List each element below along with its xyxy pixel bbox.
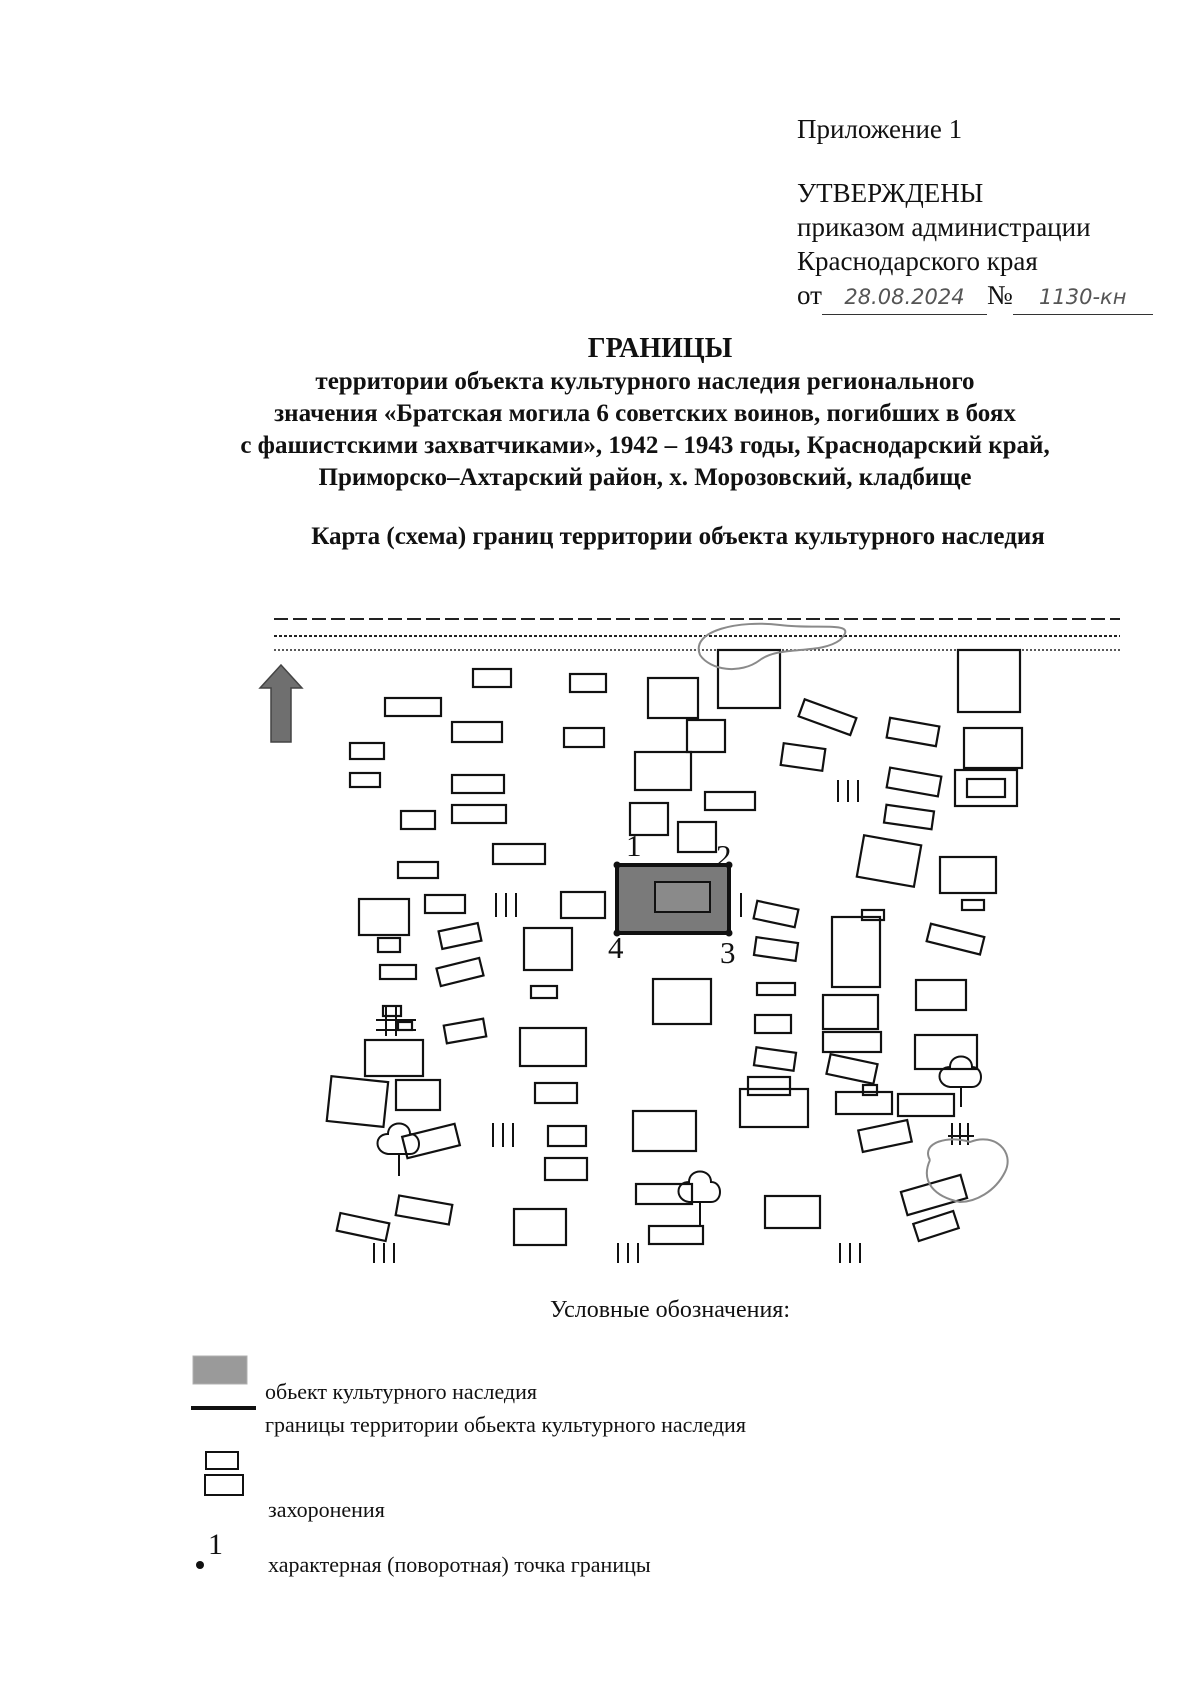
- grave-icon: [887, 768, 942, 797]
- grave-icon: [898, 1094, 954, 1116]
- grave-icon: [916, 980, 966, 1010]
- grave-icon: [564, 728, 604, 747]
- grave-icon: [958, 650, 1020, 712]
- grave-icon: [380, 965, 416, 979]
- title-line: Приморско–Ахтарский район, х. Морозовский, кладбище: [318, 464, 972, 491]
- grave-icon: [436, 958, 483, 986]
- grave-icon: [401, 811, 435, 829]
- legend-label-heritage-object: обьект культурного наследия: [265, 1379, 538, 1404]
- grave-icon: [396, 1080, 440, 1110]
- grave-icon: [754, 937, 798, 961]
- grave-icon: [754, 1047, 796, 1070]
- grave-icon: [350, 743, 384, 759]
- road-lines: [274, 619, 1120, 650]
- grave-icon: [535, 1083, 577, 1103]
- grave-icon: [473, 669, 511, 687]
- number-sign: №: [986, 280, 1013, 310]
- grave-icon: [826, 1054, 877, 1084]
- grave-icon: [425, 895, 465, 913]
- grave-icon: [452, 805, 506, 823]
- tree-icon: [378, 1057, 982, 1227]
- point-label-2: 2: [716, 838, 732, 873]
- mass-grave-monument: [655, 882, 710, 912]
- grave-icon: [396, 1195, 453, 1224]
- grave-icon: [570, 674, 606, 692]
- title-main: ГРАНИЦЫ: [587, 333, 733, 364]
- boundary-point-icon: [196, 1561, 204, 1569]
- legend-point-number: 1: [208, 1528, 223, 1561]
- grave-icon: [887, 718, 940, 746]
- handwritten-annotation: [699, 624, 1008, 1202]
- grave-icon: [755, 1015, 791, 1033]
- grave-icon: [205, 1475, 243, 1495]
- grave-icon: [350, 773, 380, 787]
- grave-icon: [493, 844, 545, 864]
- grave-icon: [561, 892, 605, 918]
- grave-icon: [452, 722, 502, 742]
- approved-label: УТВЕРЖДЕНЫ: [797, 178, 984, 208]
- grave-icon: [398, 862, 438, 878]
- handwritten-date: 28.08.2024: [822, 280, 987, 315]
- grave-icon: [531, 986, 557, 998]
- grave-icon: [781, 743, 826, 771]
- grave-icon: [678, 822, 716, 852]
- appendix-label: Приложение 1: [797, 114, 963, 144]
- grave-icon: [648, 678, 698, 718]
- grave-icon: [635, 752, 691, 790]
- grave-icon: [687, 720, 725, 752]
- grave-icon: [967, 779, 1005, 797]
- legend-label-boundary: границы территории обьекта культурного наследия: [265, 1412, 746, 1437]
- grave-icon: [748, 1077, 790, 1095]
- grave-icon: [444, 1019, 487, 1044]
- grave-icon: [359, 899, 409, 935]
- grave-icon: [705, 792, 755, 810]
- legend-title: Условные обозначения:: [549, 1297, 791, 1323]
- grave-icon: [901, 1175, 967, 1215]
- point-label-4: 4: [608, 930, 624, 965]
- grave-icon: [823, 995, 878, 1029]
- grave-icon: [754, 901, 799, 927]
- grave-icon: [545, 1158, 587, 1180]
- grave-icon: [799, 699, 857, 735]
- north-arrow-icon: [260, 665, 302, 742]
- grave-icon: [653, 979, 711, 1024]
- title-line: значения «Братская могила 6 советских воинов, погибших в боях: [274, 400, 1016, 427]
- grave-icon: [927, 924, 985, 955]
- grave-icon: [858, 1120, 911, 1152]
- region-label: Краснодарского края: [797, 246, 1038, 276]
- grave-icon: [857, 835, 921, 886]
- grave-icon: [520, 1028, 586, 1066]
- grave-icon: [398, 1022, 412, 1030]
- grave-icon: [385, 698, 441, 716]
- date-prefix: от: [797, 280, 822, 310]
- grave-icon: [884, 805, 934, 830]
- grave-icon: [757, 983, 795, 995]
- handwritten-number: 1130-кн: [1013, 280, 1153, 315]
- grave-icon: [452, 775, 504, 793]
- grave-icon: [633, 1111, 696, 1151]
- legend-label-graves: захоронения: [268, 1497, 385, 1522]
- grave-icon: [365, 1040, 423, 1076]
- heritage-object-boundary: [614, 862, 733, 937]
- grave-icon: [548, 1126, 586, 1146]
- grave-icon: [524, 928, 572, 970]
- grave-icon: [913, 1211, 959, 1241]
- heritage-object-swatch: [193, 1356, 247, 1384]
- grave-icon: [823, 1032, 881, 1052]
- point-label-3: 3: [720, 935, 736, 970]
- grave-icon: [915, 1035, 977, 1069]
- grave-icon: [649, 1226, 703, 1244]
- point-label-1: 1: [626, 828, 642, 863]
- order-label: приказом администрации: [797, 212, 1091, 242]
- grave-icon: [327, 1076, 388, 1127]
- grave-icon: [955, 770, 1017, 806]
- grave-icon: [378, 938, 400, 952]
- grave-icon: [718, 650, 780, 708]
- grave-icon: [940, 857, 996, 893]
- legend-graphics: [191, 1356, 256, 1569]
- grave-icon: [206, 1452, 238, 1469]
- title-line: территории объекта культурного наследия регионального: [315, 368, 975, 395]
- boundary-point-icon: [614, 862, 621, 869]
- grave-icon: [439, 923, 482, 949]
- title-line: с фашистскими захватчиками», 1942 – 1943 годы, Краснодарский край,: [240, 432, 1050, 459]
- legend-label-boundary-point: характерная (поворотная) точка границы: [268, 1552, 651, 1577]
- grave-icon: [337, 1213, 390, 1241]
- grave-icon: [964, 728, 1022, 768]
- grave-icon: [863, 1085, 877, 1095]
- grave-icon: [765, 1196, 820, 1228]
- grave-icon: [514, 1209, 566, 1245]
- graves: [327, 650, 1022, 1245]
- grave-icon: [962, 900, 984, 910]
- map-caption: Карта (схема) границ территории объекта культурного наследия: [311, 523, 1045, 550]
- grave-icon: [832, 917, 880, 987]
